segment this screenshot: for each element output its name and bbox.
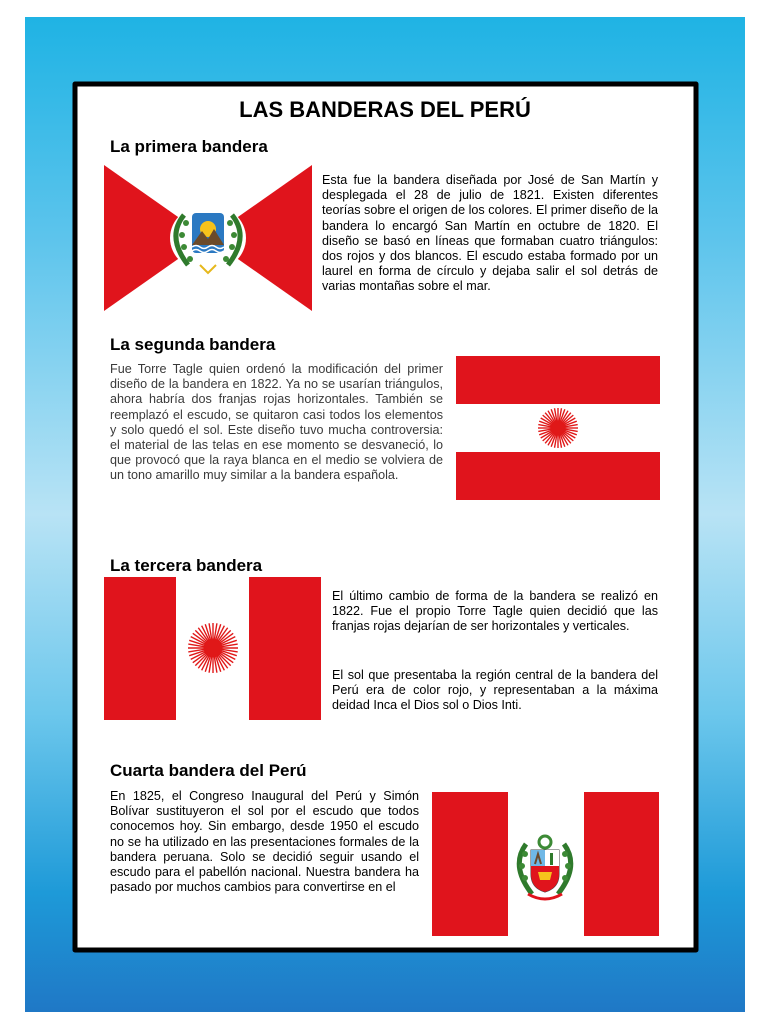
section-text-fourth-flag: En 1825, el Congreso Inaugural del Perú y Simón Bolívar sustituyeron el sol por el escudo que todos conocemos hoy. Sin embargo, desde 1950 el escudo no se ha utilizado en las presentaciones formales de la bandera peruana. Solo se decidió seguir usando el escudo para el pabellón nacional. Nuestra bandera ha pasado por muchos cambios para convertirse en el [110,789,419,895]
first-flag [104,165,312,311]
section-heading-third-flag: La tercera bandera [110,556,263,575]
section-heading-second-flag: La segunda bandera [110,335,276,354]
section-text-third-flag-2: El sol que presentaba la región central de la bandera del Perú era de color rojo, y representaban a la máxima deidad Inca el Dios sol o Dios Inti. [332,668,658,713]
third-flag [104,577,321,720]
section-text-first-flag: Esta fue la bandera diseñada por José de San Martín y desplegada el 28 de julio de 1821. Existen diferentes teorías sobre el origen de los colores. El primer diseño de la bandera lo encargó San Martín en octubre de 1820. El diseño se basó en líneas que formaban cuatro triángulos: dos rojos y dos blancos. El escudo estaba formado por un laurel en forma de círculo y dejaba salir el sol detrás de varias montañas sobre el mar. [322,173,658,294]
page-title: LAS BANDERAS DEL PERÚ [239,97,531,122]
sun-icon [188,623,238,673]
fourth-flag [432,792,659,936]
section-heading-fourth-flag: Cuarta bandera del Perú [110,761,307,780]
section-text-second-flag: Fue Torre Tagle quien ordenó la modificación del primer diseño de la bandera en 1822. Ya no se usarían triángulos, ahora habría dos franjas rojas horizontales. También se reemplazó el escudo, se quitaron casi todos los elementos y solo quedó el sol. Este diseño tuvo mucha controversia: el material de las telas en ese momento se desvaneció, lo que provocó que la raya blanca en el medio se volviera de un tono amarillo muy similar a la bandera española. [110,362,443,483]
section-text-third-flag-1: El último cambio de forma de la bandera se realizó en 1822. Fue el propio Torre Tagle quien decidió que las franjas rojas dejarían de ser horizontales y verticales. [332,589,658,634]
second-flag [456,356,660,500]
section-heading-first-flag: La primera bandera [110,137,268,156]
